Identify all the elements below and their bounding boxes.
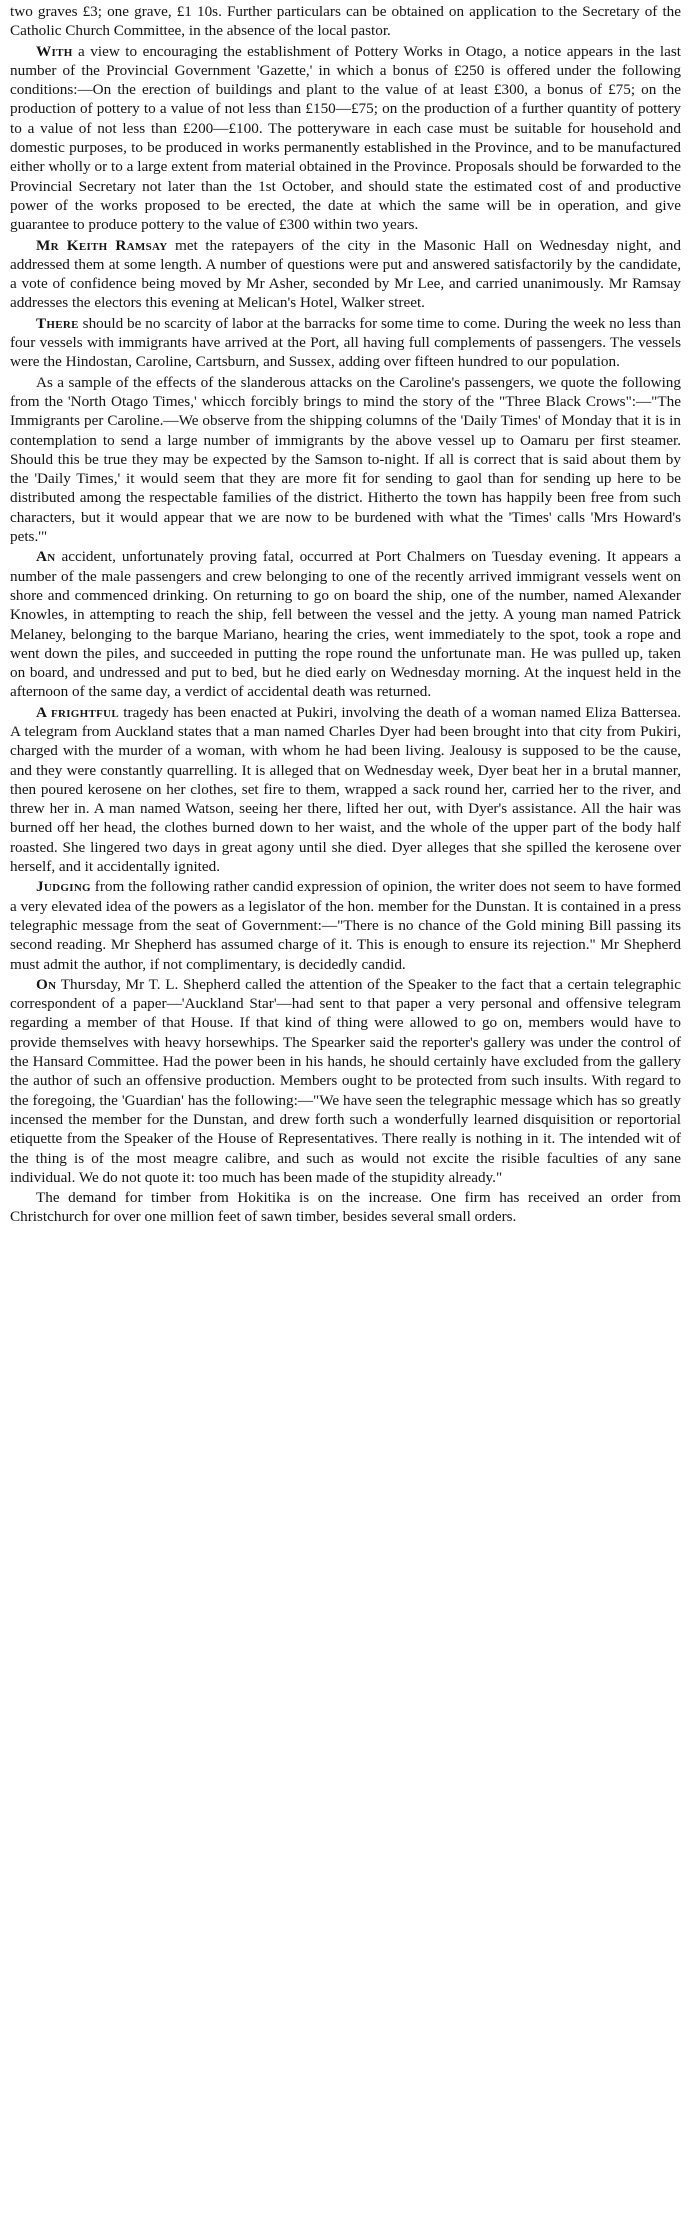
paragraph-pottery-works xyxy=(10,42,681,235)
paragraph-caroline-passengers xyxy=(10,373,681,547)
paragraph-text: met the ratepayers of the city in the Masonic Hall on Wednesday night, and addressed them at some length. A number of questions were put and answered satisfactorily by the candidate, a vote of confidence being moved by Mr Asher, seconded by Mr Lee, and carried unanimously. Mr Ramsay addresses the electors this evening at Melican's Hotel, Walker street. xyxy=(10,236,681,312)
paragraph-burial-fees xyxy=(10,2,681,41)
paragraph-pukiri-tragedy xyxy=(10,703,681,877)
paragraph-lead: There xyxy=(36,314,79,332)
paragraph-text: Thursday, Mr T. L. Shepherd called the attention of the Speaker to the fact that a certain telegraphic correspondent of a paper—'Auckland Star'—had sent to that paper a very personal and offensive telegram regarding a member of that House. If that kind of thing were allowed to go on, members would have to provide themselves with heavy horsewhips. The Spearker said the reporter's gallery was under the control of the Hansard Committee. Had the power been in his hands, he should certainly have excluded from the gallery the author of such an offensive production. Members ought to be protected from such insults. With regard to the foregoing, the 'Guardian' has the following:—"We have seen the telegraphic message which has so greatly incensed the member for the Dunstan, and drew forth such a wonderfully learned disquisition or reportorial etiquette from the Speaker of the House of Representatives. There really is nothing in it. The intended wit of the thing is of the most meagre calibre, and such as would not excite the risible faculties of any sane individual. We do not quote it: too much has been made of the stupidity already." xyxy=(10,975,681,1186)
paragraph-text: The demand for timber from Hokitika is on the increase. One firm has received an order from Christchurch for over one million feet of sawn timber, besides several small orders. xyxy=(10,1189,681,1226)
paragraph-timber-demand xyxy=(10,1188,681,1227)
paragraph-lead: Judging xyxy=(36,878,91,896)
paragraph-text: should be no scarcity of labor at the barracks for some time to come. During the week no less than four vessels with immigrants have arrived at the Port, all having full complements of passengers. The vessels were the Hindostan, Caroline, Cartsburn, and Sussex, adding over fifteen hundred to our population. xyxy=(10,314,681,371)
paragraph-lead: An xyxy=(36,548,56,566)
paragraph-keith-ramsay xyxy=(10,236,681,313)
paragraph-shepherd-telegram xyxy=(10,975,681,1187)
paragraph-lead: A frightful xyxy=(36,703,120,721)
newspaper-column xyxy=(10,0,681,1227)
paragraph-text: two graves £3; one grave, £1 10s. Further particulars can be obtained on application to the Secretary of the Catholic Church Committee, in the absence of the local pastor. xyxy=(10,3,681,40)
paragraph-lead: On xyxy=(36,975,57,993)
paragraph-dunstan-member xyxy=(10,877,681,973)
paragraph-lead: Mr Keith Ramsay xyxy=(36,236,168,254)
paragraph-text: tragedy has been enacted at Pukiri, involving the death of a woman named Eliza Battersea. A telegram from Auckland states that a man named Charles Dyer had been brought into that city from Pukiri, charged with the murder of a woman, with whom he had been living. Jealousy is supposed to be the cause, and they were constantly quarrelling. It is alleged that on Wednesday week, Dyer beat her in a brutal manner, then poured kerosene on her clothes, set fire to them, wrapped a sack round her, carried her to the river, and threw her in. A man named Watson, seeing her there, lifted her out, with Dyer's assistance. All the hair was burned off her head, the clothes burned down to her waist, and the whole of the upper part of the body half roasted. She lingered two days in great agony until she died. Dyer alleges that she spilled the kerosene over herself, and it accidentally ignited. xyxy=(10,703,681,876)
paragraph-text: accident, unfortunately proving fatal, occurred at Port Chalmers on Tuesday evening. It appears a number of the male passengers and crew belonging to one of the recently arrived immigrant vessels went on shore and commenced drinking. On returning to go on board the ship, one of the number, named Alexander Knowles, in attempting to reach the ship, fell between the vessel and the jetty. A young man named Patrick Melaney, belonging to the barque Mariano, hearing the cries, went immediately to the spot, took a rope and went down the piles, and succeeded in putting the rope round the unfortunate man. He was pulled up, taken on board, and undressed and put to bed, but he died early on Wednesday morning. At the inquest held in the afternoon of the same day, a verdict of accidental death was returned. xyxy=(10,548,681,701)
paragraph-port-chalmers-accident xyxy=(10,547,681,701)
paragraph-text: a view to encouraging the establishment of Pottery Works in Otago, a notice appears in the last number of the Provincial Government 'Gazette,' in which a bonus of £250 is offered under the following conditions:—On the erection of buildings and plant to the value of at least £300, a bonus of £75; on the production of pottery to a value of not less than £150—£75; on the production of a further quantity of pottery to a value of not less than £200—£100. The potteryware in each case must be suitable for household and domestic purposes, to be produced in works permanently established in the Province, and to be manufactured either wholly or to a large extent from material obtained in the Province. Proposals should be forwarded to the Provincial Secretary not later than the 1st October, and should state the estimated cost of and productive power of the works proposed to be erected, the date at which the same will be in operation, and give guarantee to produce pottery to the value of £300 within two years. xyxy=(10,42,681,234)
paragraph-text: from the following rather candid expression of opinion, the writer does not seem to have formed a very elevated idea of the powers as a legislator of the hon. member for the Dunstan. It is contained in a press telegraphic message from the seat of Government:—"There is no chance of the Gold mining Bill passing its second reading. Mr Shepherd has assumed charge of it. This is enough to ensure its rejection." Mr Shepherd must admit the author, if not complimentary, is decidedly candid. xyxy=(10,878,681,973)
paragraph-barracks-labor xyxy=(10,314,681,372)
paragraph-lead: With xyxy=(36,42,73,60)
paragraph-text: As a sample of the effects of the slanderous attacks on the Caroline's passengers, we quote the following from the 'North Otago Times,' whicch forcibly brings to mind the story of the "Three Black Crows":—"The Immigrants per Caroline.—We observe from the shipping columns of the 'Daily Times' of Monday that it is in contemplation to send a large number of immigrants by the above vessel up to Oamaru per first steamer. Should this be true they may be expected by the Samson to-night. If all is correct that is said about them by the 'Daily Times,' it would seem that they are more fit for sending to gaol than for sending up here to be distributed among the respectable families of the district. Hitherto the town has happily been free from such characters, but it would appear that we are now to be burdened with what the 'Times' calls 'Mrs Howard's pets.'" xyxy=(10,373,681,546)
